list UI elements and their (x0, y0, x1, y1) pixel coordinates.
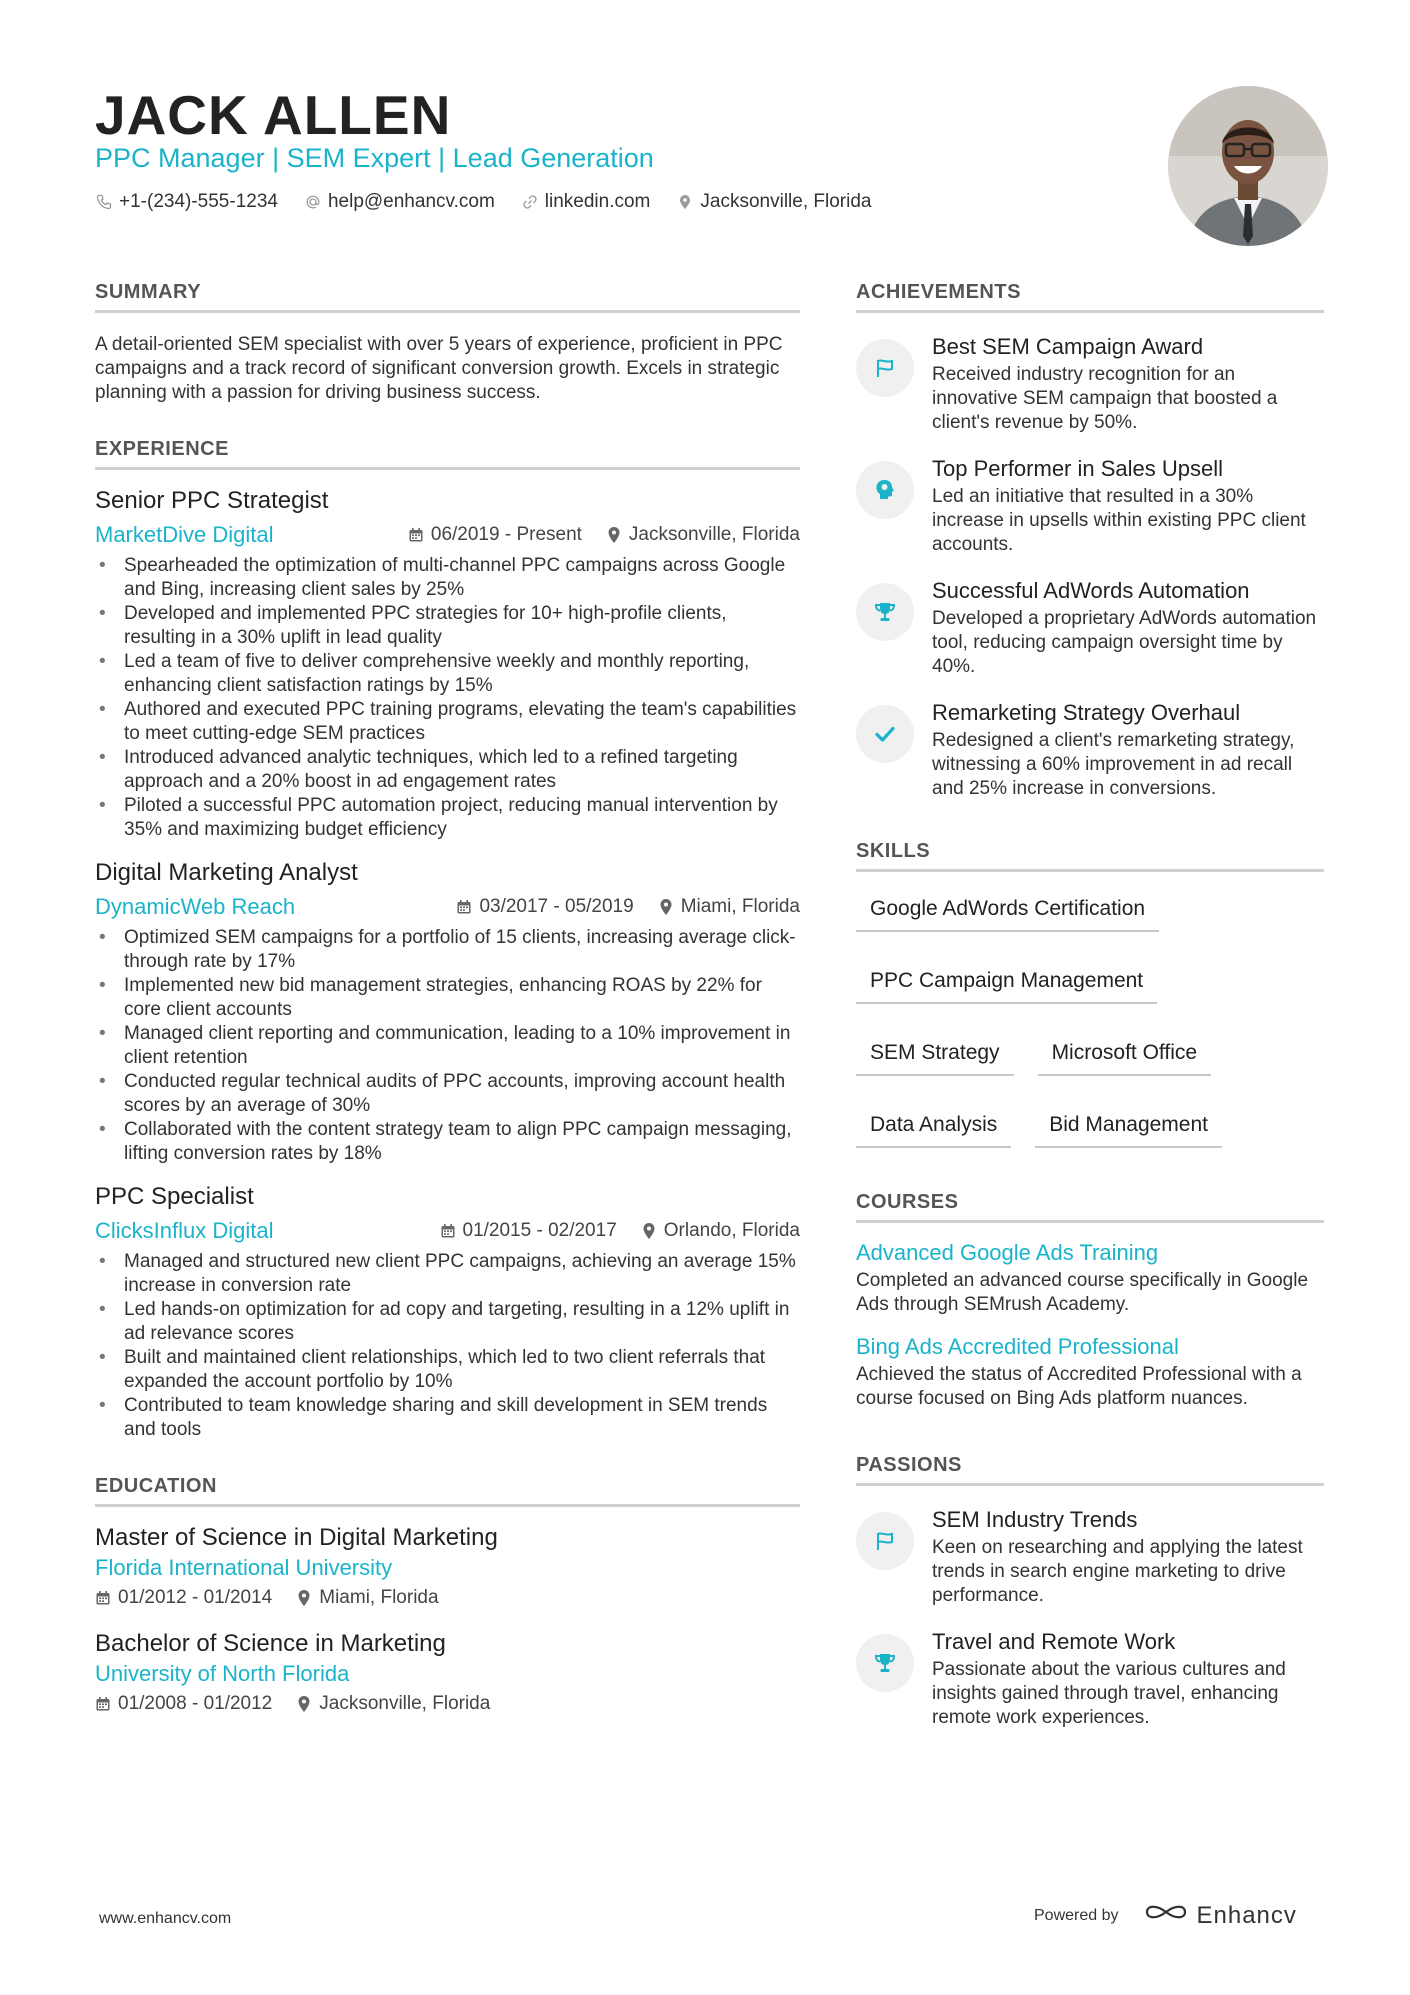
location-pin-icon (296, 1695, 312, 1713)
summary-section (95, 278, 800, 405)
skills-section (856, 837, 1324, 1148)
course-item (856, 1331, 1324, 1411)
achievement-item (856, 331, 1324, 435)
flag-icon (856, 1512, 914, 1570)
passion-desc: Passionate about the various cultures and insights gained through travel, enhancing remote work experiences. (932, 1659, 1286, 1728)
dates-text: 06/2019 - Present (430, 524, 582, 545)
list-item: • Implemented new bid management strategies, enhancing ROAS by 22% for core client accounts (95, 974, 800, 1022)
calendar-icon (95, 1590, 111, 1606)
experience-entry (95, 1180, 800, 1442)
courses-section (856, 1188, 1324, 1411)
location-text: Jacksonville, Florida (700, 191, 872, 212)
passions-section (856, 1451, 1324, 1730)
contact-phone[interactable] (95, 188, 278, 216)
infinity-logo-icon (1143, 1900, 1189, 1931)
check-icon (856, 705, 914, 763)
course-desc: Achieved the status of Accredited Professional with a course focused on Bing Ads platform nuances. (856, 1364, 1302, 1409)
candidate-name: JACK ALLEN (95, 84, 452, 146)
edu-location (296, 1689, 490, 1719)
avatar (1168, 86, 1328, 246)
location-pin-icon (606, 526, 622, 544)
experience-entry (95, 484, 800, 842)
calendar-icon (440, 1223, 456, 1239)
list-item: • Developed and implemented PPC strategies for 10+ high-profile clients, resulting in a 30% uplift in lead quality (95, 602, 800, 650)
powered-by-text: Powered by (1034, 1906, 1119, 1924)
list-item: • Contributed to team knowledge sharing and skill development in SEM trends and tools (95, 1394, 800, 1442)
location-text: Miami, Florida (680, 896, 800, 917)
list-item: • Piloted a successful PPC automation project, reducing manual intervention by 35% and maximizing budget efficiency (95, 794, 800, 842)
job-title: Senior PPC Strategist (95, 487, 329, 514)
contact-bar (95, 188, 871, 216)
experience-section (95, 435, 800, 1442)
skill-tag: SEM Strategy (856, 1032, 1014, 1076)
skill-tag: Data Analysis (856, 1104, 1011, 1148)
location-text: Jacksonville, Florida (319, 1693, 491, 1714)
footer-brand (1034, 1900, 1297, 1931)
education-entry (95, 1521, 800, 1613)
list-item: • Spearheaded the optimization of multi-channel PPC campaigns across Google and Bing, increasing client sales by 25% (95, 554, 800, 602)
list-item: • Introduced advanced analytic techniques, which led to a refined targeting approach and a 20% boost in ad engagement rates (95, 746, 800, 794)
job-location (658, 892, 800, 922)
list-item: • Optimized SEM campaigns for a portfolio of 15 clients, increasing average click-through rate by 17% (95, 926, 800, 974)
passion-item (856, 1504, 1324, 1608)
course-title: Bing Ads Accredited Professional (856, 1334, 1179, 1359)
email-text: help@enhancv.com (327, 191, 495, 212)
job-dates (456, 892, 633, 922)
list-item: • Managed and structured new client PPC campaigns, achieving an average 15% increase in conversion rate (95, 1250, 800, 1298)
achievement-desc: Developed a proprietary AdWords automation tool, reducing campaign oversight time by 40%. (932, 608, 1317, 677)
achievement-item (856, 697, 1324, 801)
job-dates (440, 1216, 617, 1246)
education-entry (95, 1627, 800, 1719)
company-name: ClicksInflux Digital (95, 1218, 274, 1243)
dates-text: 03/2017 - 05/2019 (479, 896, 634, 917)
achievement-title: Top Performer in Sales Upsell (932, 456, 1224, 481)
summary-text: A detail-oriented SEM specialist with over 5 years of experience, proficient in PPC campaigns and a track record of significant conversion growth. Excels in strategic planning with a passion for driving business success. (95, 334, 783, 403)
passions-heading: PASSIONS (856, 1451, 1324, 1486)
achievement-desc: Redesigned a client's remarketing strategy, witnessing a 60% improvement in ad recall and 25% increase in conversions. (932, 730, 1295, 799)
achievements-section (856, 278, 1324, 801)
list-item: • Built and maintained client relationships, which led to two client referrals that expanded the account portfolio by 10% (95, 1346, 800, 1394)
achievement-desc: Led an initiative that resulted in a 30% increase in upsells within existing PPC client accounts. (932, 486, 1306, 555)
phone-text: +1-(234)-555-1234 (119, 191, 278, 212)
job-title: Digital Marketing Analyst (95, 859, 358, 886)
education-heading: EDUCATION (95, 1472, 800, 1507)
calendar-icon (408, 527, 424, 543)
achievement-title: Remarketing Strategy Overhaul (932, 700, 1241, 725)
location-text: Miami, Florida (319, 1587, 439, 1608)
left-column (95, 278, 800, 1719)
skill-tag: PPC Campaign Management (856, 960, 1157, 1004)
phone-icon (95, 193, 113, 211)
brand-logo[interactable] (1143, 1900, 1297, 1931)
passion-item (856, 1626, 1324, 1730)
skills-list (856, 888, 1324, 1148)
achievement-item (856, 453, 1324, 557)
courses-heading: COURSES (856, 1188, 1324, 1223)
skill-tag: Bid Management (1035, 1104, 1222, 1148)
list-item: • Collaborated with the content strategy team to align PPC campaign messaging, lifting conversion rates by 18% (95, 1118, 800, 1166)
edu-dates (95, 1583, 272, 1613)
school-name: University of North Florida (95, 1661, 350, 1686)
brand-name: Enhancv (1196, 1901, 1297, 1929)
passion-title: SEM Industry Trends (932, 1507, 1138, 1532)
achievement-desc: Received industry recognition for an innovative SEM campaign that boosted a client's revenue by 50%. (932, 364, 1278, 433)
school-name: Florida International University (95, 1555, 393, 1580)
location-text: Jacksonville, Florida (628, 524, 800, 545)
achievement-title: Successful AdWords Automation (932, 578, 1250, 603)
skill-tag: Google AdWords Certification (856, 888, 1159, 932)
degree: Bachelor of Science in Marketing (95, 1630, 446, 1657)
at-icon (304, 193, 322, 211)
list-item: • Conducted regular technical audits of PPC accounts, improving account health scores by an average of 30% (95, 1070, 800, 1118)
footer-website[interactable]: www.enhancv.com (99, 1910, 232, 1927)
skill-tag: Microsoft Office (1038, 1032, 1211, 1076)
experience-entry (95, 856, 800, 1166)
course-title: Advanced Google Ads Training (856, 1240, 1159, 1265)
flag-icon (856, 339, 914, 397)
summary-heading: SUMMARY (95, 278, 800, 313)
job-location (606, 520, 800, 550)
experience-heading: EXPERIENCE (95, 435, 800, 470)
job-bullets (95, 1250, 800, 1442)
list-item: • Led a team of five to deliver comprehensive weekly and monthly reporting, enhancing client satisfaction ratings by 15% (95, 650, 800, 698)
dates-text: 01/2012 - 01/2014 (118, 1587, 273, 1608)
edu-location (296, 1583, 438, 1613)
achievements-heading: ACHIEVEMENTS (856, 278, 1324, 313)
job-title: PPC Specialist (95, 1183, 254, 1210)
list-item: • Authored and executed PPC training programs, elevating the team's capabilities to meet cutting-edge SEM practices (95, 698, 800, 746)
passion-desc: Keen on researching and applying the latest trends in search engine marketing to drive performance. (932, 1537, 1303, 1606)
list-item: • Managed client reporting and communication, leading to a 10% improvement in client retention (95, 1022, 800, 1070)
company-name: MarketDive Digital (95, 522, 274, 547)
head-icon (856, 461, 914, 519)
job-dates (408, 520, 582, 550)
linkedin-text: linkedin.com (544, 191, 651, 212)
edu-dates (95, 1689, 272, 1719)
achievement-item (856, 575, 1324, 679)
link-icon (521, 193, 539, 211)
location-pin-icon (296, 1589, 312, 1607)
contact-location (676, 188, 871, 216)
course-desc: Completed an advanced course specifically in Google Ads through SEMrush Academy. (856, 1270, 1309, 1315)
company-name: DynamicWeb Reach (95, 894, 296, 919)
dates-text: 01/2015 - 02/2017 (462, 1220, 617, 1241)
dates-text: 01/2008 - 01/2012 (118, 1693, 273, 1714)
job-bullets (95, 926, 800, 1166)
location-pin-icon (641, 1222, 657, 1240)
achievement-title: Best SEM Campaign Award (932, 334, 1204, 359)
list-item: • Led hands-on optimization for ad copy and targeting, resulting in a 12% uplift in ad relevance scores (95, 1298, 800, 1346)
location-text: Orlando, Florida (663, 1220, 800, 1241)
location-pin-icon (676, 193, 694, 211)
headline: PPC Manager | SEM Expert | Lead Generation (95, 143, 654, 173)
contact-linkedin[interactable] (521, 188, 651, 216)
trophy-icon (856, 583, 914, 641)
education-section (95, 1472, 800, 1719)
degree: Master of Science in Digital Marketing (95, 1524, 498, 1551)
location-pin-icon (658, 898, 674, 916)
contact-email[interactable] (304, 188, 495, 216)
passion-title: Travel and Remote Work (932, 1629, 1176, 1654)
course-item (856, 1237, 1324, 1317)
calendar-icon (456, 899, 472, 915)
skills-heading: SKILLS (856, 837, 1324, 872)
calendar-icon (95, 1696, 111, 1712)
job-bullets (95, 554, 800, 842)
right-column (856, 278, 1324, 1730)
trophy-icon (856, 1634, 914, 1692)
job-location (641, 1216, 800, 1246)
